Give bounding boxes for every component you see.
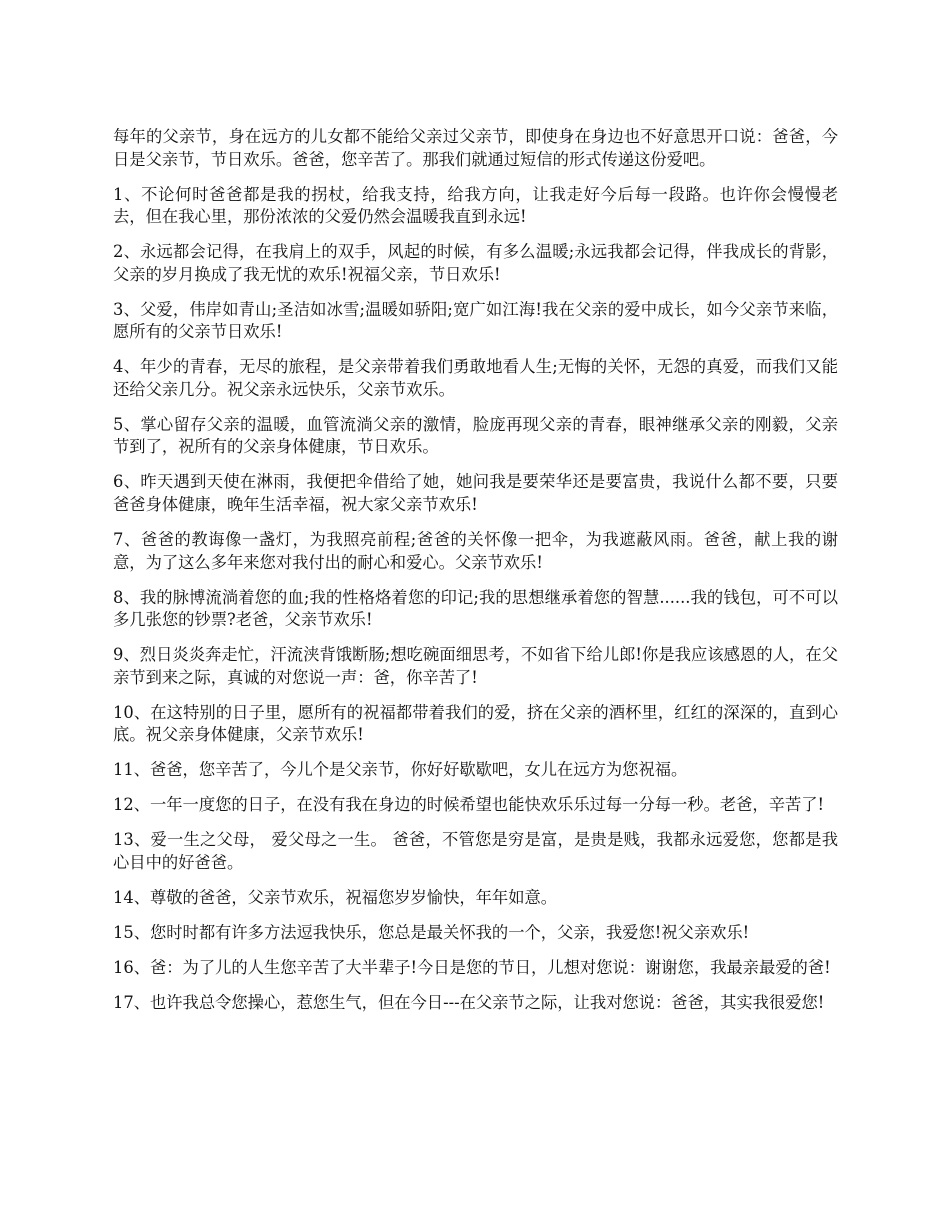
list-item: 2、永远都会记得，在我肩上的双手，风起的时候，有多么温暖;永远我都会记得，伴我成长的背影，父亲的岁月换成了我无忧的欢乐!祝福父亲，节日欢乐! (113, 242, 838, 284)
list-item: 9、烈日炎炎奔走忙，汗流浃背饿断肠;想吃碗面细思考，不如省下给儿郎!你是我应该感恩的人，在父亲节到来之际，真诚的对您说一声：爸，你辛苦了! (113, 645, 838, 687)
list-item: 12、一年一度您的日子，在没有我在身边的时候希望也能快欢乐乐过每一分每一秒。老爸，辛苦了! (113, 795, 825, 815)
list-item: 13、爱一生之父母， 爱父母之一生。 爸爸，不管您是穷是富，是贵是贱，我都永远爱您，您都是我心目中的好爸爸。 (113, 830, 838, 872)
list-item: 17、也许我总令您操心，惹您生气，但在今日---在父亲节之际，让我对您说：爸爸，其实我很爱您! (113, 992, 825, 1012)
list-item: 10、在这特别的日子里，愿所有的祝福都带着我们的爱，挤在父亲的酒杯里，红红的深深的，直到心底。祝父亲身体健康，父亲节欢乐! (113, 702, 838, 745)
document-page (113, 126, 838, 1027)
list-item: 5、掌心留存父亲的温暖，血管流淌父亲的激情，脸庞再现父亲的青春，眼神继承父亲的刚毅，父亲节到了，祝所有的父亲身体健康，节日欢乐。 (113, 414, 838, 457)
list-item: 15、您时时都有许多方法逗我快乐，您总是最关怀我的一个，父亲，我爱您!祝父亲欢乐! (113, 922, 750, 942)
intro-paragraph: 每年的父亲节，身在远方的儿女都不能给父亲过父亲节，即使身在身边也不好意思开口说：爸爸，今日是父亲节，节日欢乐。爸爸，您辛苦了。那我们就通过短信的形式传递这份爱吧。 (113, 127, 838, 169)
list-item: 7、爸爸的教诲像一盏灯，为我照亮前程;爸爸的关怀像一把伞，为我遮蔽风雨。爸爸，献上我的谢意，为了这么多年来您对我付出的耐心和爱心。父亲节欢乐! (113, 530, 838, 572)
list-item: 11、爸爸，您辛苦了，今儿个是父亲节，你好好歇歇吧，女儿在远方为您祝福。 (113, 760, 688, 780)
list-item: 8、我的脉博流淌着您的血;我的性格烙着您的印记;我的思想继承着您的智慧......我的钱包，可不可以多几张您的钞票?老爸，父亲节欢乐! (113, 587, 838, 630)
list-item: 16、爸：为了儿的人生您辛苦了大半辈子!今日是您的节日，儿想对您说：谢谢您，我最亲最爱的爸! (113, 957, 831, 977)
list-item: 14、尊敬的爸爸，父亲节欢乐，祝福您岁岁愉快，年年如意。 (113, 887, 558, 907)
list-item: 3、父爱，伟岸如青山;圣洁如冰雪;温暖如骄阳;宽广如江海!我在父亲的爱中成长，如今父亲节来临，愿所有的父亲节日欢乐! (113, 299, 838, 342)
list-item: 4、年少的青春，无尽的旅程，是父亲带着我们勇敢地看人生;无悔的关怀，无怨的真爱，而我们又能还给父亲几分。祝父亲永远快乐，父亲节欢乐。 (113, 357, 838, 399)
list-item: 1、不论何时爸爸都是我的拐杖，给我支持，给我方向，让我走好今后每一段路。也许你会慢慢老去，但在我心里，那份浓浓的父爱仍然会温暖我直到永远! (113, 184, 838, 227)
list-item: 6、昨天遇到天使在淋雨，我便把伞借给了她，她问我是要荣华还是要富贵，我说什么都不要，只要爸爸身体健康，晚年生活幸福，祝大家父亲节欢乐! (113, 472, 838, 515)
